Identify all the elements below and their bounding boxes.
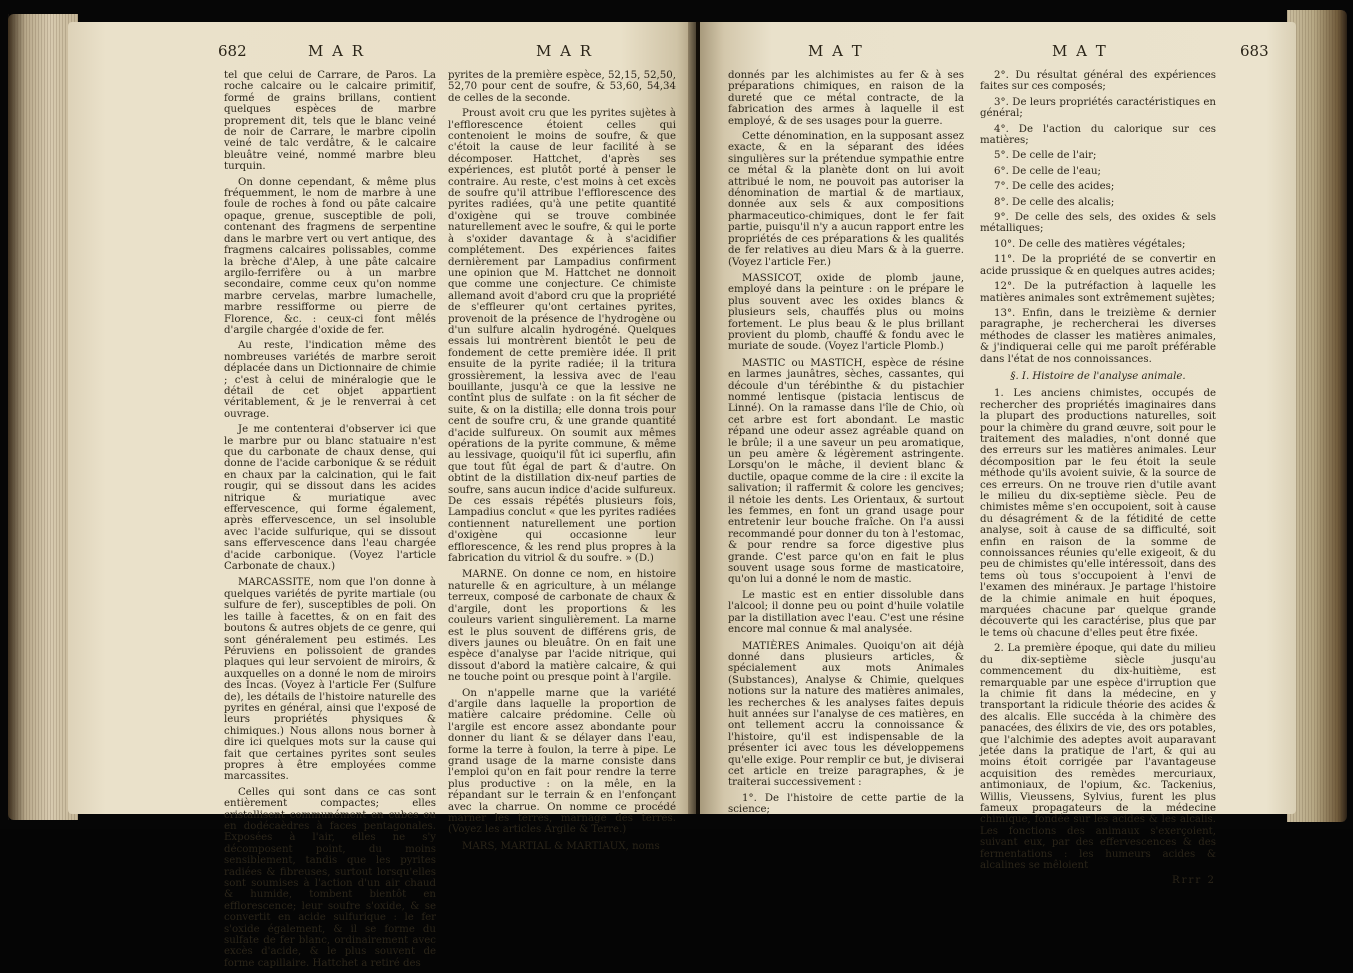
paragraph: pyrites de la première espèce, 52,15, 52,50, 52,70 pour cent de soufre, & 53,60, 54,34 de celles de la seconde. bbox=[448, 70, 676, 104]
running-head-left-page-center: M A R bbox=[536, 42, 594, 60]
list-item: 6°. De celle de l'eau; bbox=[994, 165, 1101, 177]
left-page bbox=[68, 22, 696, 969]
entry-marcassite: MARCASSITE, nom que l'on donne à quelques variétés de pyrite martiale (ou sulfure de fer), susceptibles de poli. On les taille à facettes, & on en fait des boutons & autres objets de ce genre, qui sont généralement peu estimés. Les Péruviens en polissoient de grandes plaques qui leur servoient de miroirs, & auxquelles on a donné le nom de miroirs des Incas. (Voyez à l'article Fer (Sulfure de), les détails de l'histoire naturelle des pyrites en général, ainsi que l'exposé de leurs propriétés physiques & chimiques.) Nous allons nous borner à dire ici quelques mots sur la cause qui fait que certaines pyrites sont seules propres à être employées comme marcassites. bbox=[224, 577, 436, 783]
entry-matieres-animales: MATIÈRES Animales. Quoiqu'on ait déjà donné dans plusieurs articles, & spécialement aux mots Animales (Substances), Analyse & Chimie, quelques notions sur la nature des matières animales, les recherches & les analyses faites depuis huit années sur l'analyse de ces matières, en ont tellement accru la connoissance & l'histoire, qu'il est indispensable de la présenter ici avec tous les développemens qu'elle exige. Pour remplir ce but, je diviserai cet article en treize paragraphes, & je traiterai successivement : bbox=[728, 640, 965, 789]
running-head-right-left: M A T bbox=[808, 42, 864, 60]
signature-mark: Rrrr 2 bbox=[1171, 875, 1216, 887]
running-head-left-column: M A R bbox=[308, 42, 366, 60]
list-item: 13°. Enfin, dans le treizième & dernier paragraphe, je rechercherai les diverses méthodes de classer les matières animales, & j'indiquerai celle qui me paroît préférable dans l'état de nos connoissances. bbox=[980, 307, 1216, 365]
paragraph: 1°. De l'histoire de cette partie de la science; bbox=[728, 792, 964, 816]
paragraph: On donne cependant, & même plus fréquemment, le nom de marbre à une foule de roches à fond ou pâte calcaire opaque, grenue, susceptible de poli, contenant des fragmens de serpentine dans le marbre vert ou vert antique, des fragmens calcaires polissables, comme la brèche d'Alep, à une pâte calcaire argilo-ferrifère ou à un marbre secondaire, comme ceux qu'on nomme marbre cervelas, marbre lumachelle, marbre ressifforme ou pierre de Florence, &c. : ceux-ci font mêlés d'argile chargée d'oxide de fer. bbox=[224, 176, 436, 336]
right-page bbox=[700, 22, 1296, 887]
list-item: 7°. De celle des acides; bbox=[994, 181, 1115, 193]
paragraph: Celles qui sont dans ce cas sont entièrement compactes; elles cristallisent communément en cubes ou en dodécaèdres à faces pentagonales. Exposées à l'air, elles ne s'y décomposent point, du moins sensiblement, tandis que les pyrites radiées & fibreuses, surtout lorsqu'elles sont soumises à l'action d'un air chaud & humide, tombent bientôt en efflorescence; leur soufre s'oxide, & se convertit en acide sulfurique : le fer s'oxide également, & il se forme du sulfate de fer blanc, ordinairement avec excès d'acide, & le plus souvent de forme capillaire. Hattchet a retiré des bbox=[224, 786, 436, 969]
page-number-left: 682 bbox=[218, 42, 247, 60]
paragraph: Je me contenterai d'observer ici que le marbre pur ou blanc statuaire n'est que du carbonate de chaux dense, qui donne de l'acide carbonique & se réduit en chaux par la calcination, qui le fait rougir, qui se dissout dans les acides nitrique & muriatique avec effervescence, qui forme également, après effervescence, un sel insoluble avec l'acide sulfurique, qui se dissout sans effervescence dans l'eau chargée d'acide carbonique. (Voyez l'article Carbonate de chaux.) bbox=[224, 424, 436, 573]
right-page-column-2 bbox=[980, 70, 1216, 891]
list-item: 4°. De l'action du calorique sur ces matières; bbox=[980, 123, 1216, 147]
right-page-stack bbox=[1287, 10, 1347, 822]
entry-mastic: MASTIC ou MASTICH, espèce de résine en larmes jaunâtres, sèches, cassantes, qui découle d'un térébinthe & du pistachier nommé lentisque (pistacia lentiscus de Linné). On la ramasse dans l'île de Chio, où cet arbre est fort abondant. Le mastic répand une odeur assez agréable quand on le brûle; il a une saveur un peu aromatique, un peu amère & légèrement astringente. Lorsqu'on le mâche, il devient blanc & ductile, opaque comme de la cire : il excite la salivation; il raffermit & colore les gencives; il nétoie les dents. Les Orientaux, & surtout les femmes, en font un grand usage pour entretenir leur bouche fraîche. On l'a aussi recommandé pour donner du ton à l'estomac, & pour rendre sa force digestive plus grande. C'est parce qu'on en fait le plus souvent usage sous forme de masticatoire, qu'on lui a donné le nom de mastic. bbox=[728, 357, 964, 586]
list-item: 11°. De la propriété de se convertir en acide prussique & en quelques autres acides; bbox=[980, 254, 1216, 277]
left-page-column-1 bbox=[224, 70, 436, 973]
paragraph: On n'appelle marne que la variété d'argile dans laquelle la proportion de matière calcaire prédomine. Celle où l'argile est encore assez abondante pour donner du liant & se délayer dans l'eau, forme la terre à foulon, la terre à pipe. Le grand usage de la marne consiste dans l'emploi qu'on en fait pour rendre la terre plus productive : on la mêle, en la répandant sur le terrain & en l'enfonçant avec la charrue. On nomme ce procédé marner les terres, marnage des terres. (Voyez les articles Argile & Terre.) bbox=[448, 687, 676, 836]
right-page-column-1 bbox=[728, 70, 964, 820]
list-item: 12°. De la putréfaction à laquelle les matières animales sont extrêmement sujètes; bbox=[980, 281, 1216, 304]
entry-marne: MARNE. On donne ce nom, en histoire naturelle & en agriculture, à un mélange terreux, composé de carbonate de chaux & d'argile, dont les proportions & les couleurs varient singulièrement. La marne est le plus souvent de différens gris, de divers jaunes ou bleuâtre. On en fait une espèce d'analyse par l'acide nitrique, qui dissout d'abord la matière calcaire, & qui ne touche point ou presque point à l'argile. bbox=[448, 569, 676, 684]
paragraph: tel que celui de Carrare, de Paros. La roche calcaire ou le calcaire primitif, formé de grains brillans, contient quelques espèces de marbre proprement dit, tels que le blanc veiné de noir de Carrare, le marbre cipolin veiné de talc verdâtre, & le calcaire bleuâtre veiné, nommé marbre bleu turquin. bbox=[224, 70, 436, 173]
paragraph: Cette dénomination, en la supposant assez exacte, & en la séparant des idées singulières sur la prétendue sympathie entre ce métal & la planète dont on lui avoit attribué le nom, ne pouvoit pas autoriser la dénomination de martial & de martiaux, donnée aux sels & aux compositions pharmaceutico-chimiques, dont le fer fait partie, puisqu'il n'y a aucun rapport entre les propriétés de ces préparations & les qualités de fer relatives au dieu Mars & à la guerre. (Voyez l'article Fer.) bbox=[728, 131, 964, 268]
list-item: 10°. De celle des matières végétales; bbox=[994, 238, 1186, 250]
running-head-right-right: M A T bbox=[1052, 42, 1108, 60]
paragraph: Le mastic est en entier dissoluble dans l'alcool; il donne peu ou point d'huile volatile par la distillation avec l'eau. C'est une résine encore mal connue & mal analysée. bbox=[728, 589, 964, 636]
list-item: 8°. De celle des alcalis; bbox=[994, 196, 1115, 208]
paragraph: Au reste, l'indication même des nombreuses variétés de marbre seroit déplacée dans un Dictionnaire de chimie ; c'est à celui de minéralogie que le détail de cet objet appartient véritablement, & je le renverrai à cet ouvrage. bbox=[224, 340, 436, 420]
list-item: 2°. Du résultat général des expériences faites sur ces composés; bbox=[980, 70, 1216, 93]
paragraph: 1. Les anciens chimistes, occupés de rechercher des propriétés imaginaires dans la plupart des productions naturelles, soit pour la chimère du grand œuvre, soit pour le traitement des maladies, n'ont donné que des erreurs sur les matières animales. Leur décomposition par le feu étoit la seule méthode qu'ils avoient suivie, & la source de ces erreurs. On ne trouve rien d'utile avant le milieu du dix-septième siècle. Peu de chimistes même s'en occupoient, soit à cause du désagrément & de la fétidité de cette analyse, soit à cause de sa difficulté, soit enfin en raison de la somme de connoissances réunies qu'elle exigeoit, & du peu de chimistes qu'elle intéressoit, dans des tems où tous s'occupoient à l'envi de l'examen des minéraux. Je partage l'histoire de la chimie animale en huit époques, marquées chacune par quelque grande découverte qui les caractérise, plus que par le tems où chacune d'elles peut être fixée. bbox=[980, 388, 1216, 639]
page-number-right: 683 bbox=[1240, 42, 1269, 60]
list-item: 9°. De celle des sels, des oxides & sels métalliques; bbox=[980, 212, 1216, 235]
paragraph: Proust avoit cru que les pyrites sujètes à l'efflorescence étoient celles qui contenoient le moins de soufre, & que c'étoit la cause de leur facilité à se décomposer. Hattchet, d'après ses expériences, est plutôt porté à penser le contraire. Au reste, c'est moins à cet excès de soufre qu'il attribue l'efflorescence des pyrites radiées, qu'à une petite quantité d'oxigène qui se trouve combinée naturellement avec le soufre, & qui le porte à s'oxider davantage & à s'acidifier complétement. Des expériences faites dernièrement par Lampadius confirment une opinion que M. Hattchet ne donnoit que comme une conjecture. Ce chimiste allemand avoit d'abord cru que la propriété de s'effleurer qu'ont certaines pyrites, provenoit de la présence de l'hydrogène ou d'un sulfure alcalin hydrogéné. Quelques essais lui montrèrent bientôt le peu de fondement de cette première idée. Il prit ensuite de la pyrite radiée; il la tritura grossièrement, la lessiva avec de l'eau bouillante, jusqu'à ce que la lessive ne contînt plus de sulfate : on la fit sécher de suite, & on la distilla; elle donna trois pour cent de soufre cru, & une grande quantité d'acide sulfureux. On soumit aux mêmes opérations de la pyrite commune, & même au lessivage, quoiqu'il fût ici superflu, afin que tout fût égal de part & d'autre. On obtint de la distillation dix-neuf parties de soufre, sans aucun indice d'acide sulfureux. De ces essais répétés plusieurs fois, Lampadius conclut « que les pyrites radiées contiennent naturellement une portion d'oxigène qui occasionne leur efflorescence, & les rend plus propres à la fabrication du vitriol & du soufre. » (D.) bbox=[448, 108, 676, 565]
left-page-column-2 bbox=[448, 70, 676, 856]
paragraph: donnés par les alchimistes au fer & à ses préparations chimiques, en raison de la dureté que ce métal contracte, de la fabrication des armes à laquelle il est employé, & de ses usages pour la guerre. bbox=[728, 70, 964, 127]
list-item: 3°. De leurs propriétés caractéristiques en général; bbox=[980, 96, 1216, 120]
list-item: 5°. De celle de l'air; bbox=[994, 150, 1097, 162]
paragraph: 2. La première époque, qui date du milieu du dix-septième siècle jusqu'au commencement du dix-huitième, est remarquable par une espèce d'irruption que la chimie fit dans la médecine, en y transportant la ridicule théorie des acides & des alcalis. Elle succéda à la chimère des panacées, des élixirs de vie, des ors potables, que l'alchimie des adeptes avoit auparavant jetée dans la pratique de l'art, & qui au moins étoit corrigée par l'avantageuse acquisition des remèdes mercuriaux, antimoniaux, de l'opium, &c. Tackenius, Willis, Vieussens, Sylvius, furent les plus fameux propagateurs de la médecine chimique, fondée sur les acides & les alcalis. Les fonctions des animaux s'exerçoient, suivant eux, par des effervescences & des fermentations : les humeurs acides & alcalines se mêloient bbox=[980, 643, 1216, 871]
entry-mars: MARS, MARTIAL & MARTIAUX, noms bbox=[462, 840, 660, 852]
entry-massicot: MASSICOT, oxide de plomb jaune, employé dans la peinture : on le prépare le plus souvent avec les oxides blancs & plusieurs sels, chauffés plus ou moins fortement. Le plus beau & le plus brillant provient du plomb, chauffé & fondu avec le muriate de soude. (Voyez l'article Plomb.) bbox=[728, 272, 964, 353]
section-heading: §. I. Histoire de l'analyse animale. bbox=[1010, 370, 1186, 382]
